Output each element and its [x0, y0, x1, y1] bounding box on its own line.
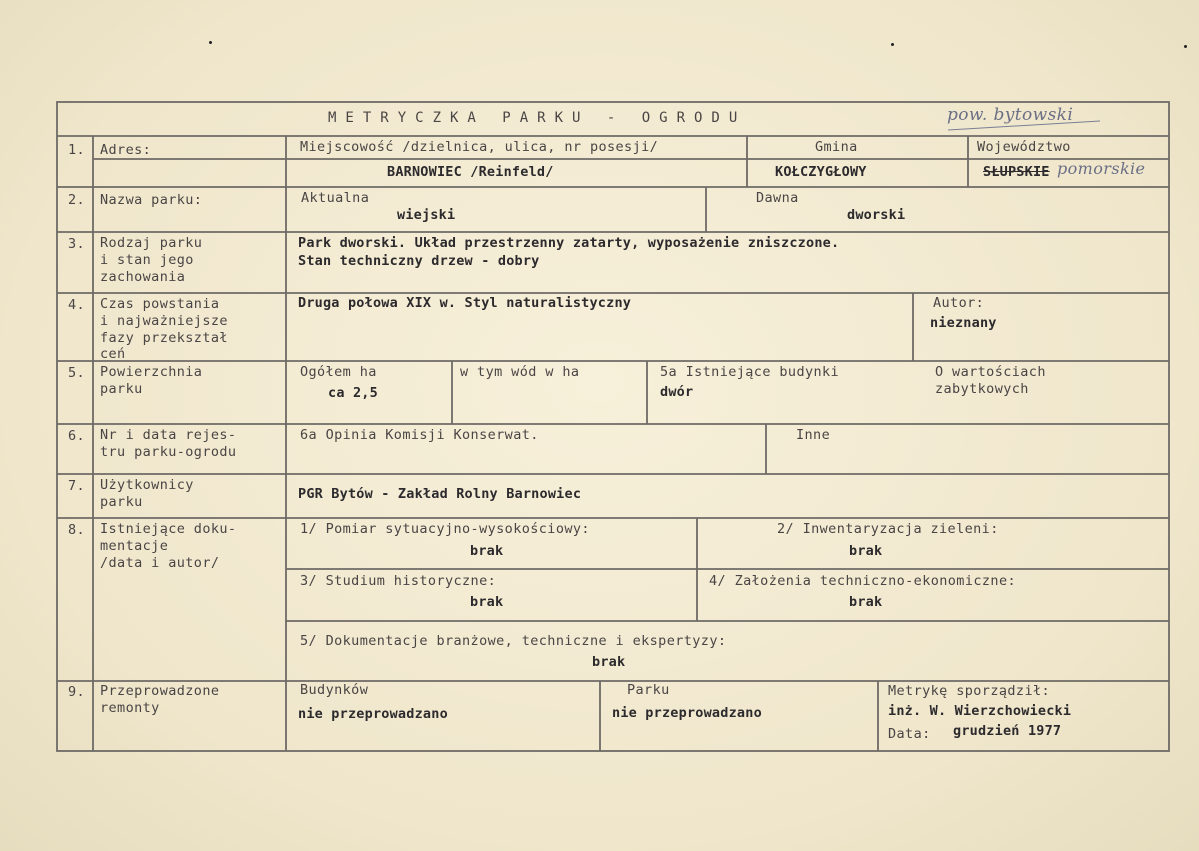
park-type-value-line: Park dworski. Układ przestrzenny zatarty, wyposażenie zniszczone.: [298, 235, 840, 251]
locality-value: BARNOWIEC /Reinfeld/: [387, 164, 554, 180]
former-name-value: dworski: [847, 207, 906, 223]
historical-study-label: 3/ Studium historyczne:: [300, 573, 497, 589]
repairs-label-line: Przeprowadzone: [100, 683, 220, 699]
row-number: 5.: [68, 365, 86, 381]
branch-documentation-label: 5/ Dokumentacje branżowe, techniczne i ekspertyzy:: [300, 633, 727, 649]
heritage-label-line: O wartościach: [935, 364, 1046, 380]
address-label: Adres:: [100, 142, 152, 158]
row-number: 7.: [68, 478, 86, 494]
survey-value: brak: [470, 543, 504, 559]
current-name-label: Aktualna: [301, 190, 370, 206]
documentation-label-line: Istniejące doku-: [100, 521, 237, 537]
gmina-label: Gmina: [815, 139, 858, 155]
documentation-label-line: mentacje: [100, 538, 169, 554]
origin-label-line: i najważniejsze: [100, 313, 228, 329]
park-type-value-line: Stan techniczny drzew - dobry: [298, 253, 540, 269]
prepared-by-value: inż. W. Wierzchowiecki: [888, 703, 1072, 719]
users-label-line: Użytkownicy: [100, 477, 194, 493]
prepared-by-label: Metrykę sporządził:: [888, 683, 1051, 699]
existing-buildings-value: dwór: [660, 384, 694, 400]
repairs-label-line: remonty: [100, 700, 160, 716]
park-name-label: Nazwa parku:: [100, 192, 203, 208]
row-number: 4.: [68, 297, 86, 313]
registry-label-line: tru parku-ogrodu: [100, 444, 237, 460]
origin-label-line: ceń: [100, 346, 126, 362]
paper-mark: [891, 43, 894, 46]
buildings-repairs-value: nie przeprowadzano: [298, 706, 448, 722]
park-repairs-label: Parku: [627, 682, 670, 698]
row-number: 6.: [68, 428, 86, 444]
heritage-label-line: zabytkowych: [935, 381, 1029, 397]
total-area-label: Ogółem ha: [300, 364, 377, 380]
handwritten-district-note: pow. bytowski: [947, 105, 1074, 125]
origin-label-line: Czas powstania: [100, 296, 220, 312]
row-number: 1.: [68, 142, 86, 158]
author-value: nieznany: [930, 315, 997, 331]
row-number: 8.: [68, 522, 86, 538]
date-value: grudzień 1977: [953, 723, 1062, 739]
conservator-opinion-label: 6a Opinia Komisji Konserwat.: [300, 427, 539, 443]
paper-mark: [209, 41, 212, 44]
voivodeship-value: SŁUPSKIE: [983, 164, 1050, 180]
area-label-line: Powierzchnia: [100, 364, 203, 380]
other-label: Inne: [796, 427, 831, 443]
buildings-repairs-label: Budynków: [300, 682, 369, 698]
survey-label: 1/ Pomiar sytuacyjno-wysokościowy:: [300, 521, 590, 537]
locality-label: Miejscowość /dzielnica, ulica, nr posesji/: [300, 139, 659, 155]
branch-documentation-value: brak: [592, 654, 626, 670]
current-name-value: wiejski: [397, 207, 456, 223]
author-label: Autor:: [933, 295, 985, 311]
park-type-label-line: zachowania: [100, 269, 186, 285]
row-number: 3.: [68, 236, 86, 252]
area-label-line: parku: [100, 381, 143, 397]
park-type-label-line: i stan jego: [100, 252, 194, 268]
voivodeship-handwritten-correction: pomorskie: [1057, 159, 1146, 178]
documentation-label-line: /data i autor/: [100, 555, 220, 571]
historical-study-value: brak: [470, 594, 504, 610]
technical-assumptions-value: brak: [849, 594, 883, 610]
users-value: PGR Bytów - Zakład Rolny Barnowiec: [298, 486, 582, 502]
water-area-label: w tym wód w ha: [460, 364, 580, 380]
gmina-value: KOŁCZYGŁOWY: [775, 164, 867, 180]
row-number: 9.: [68, 684, 86, 700]
park-type-label-line: Rodzaj parku: [100, 235, 203, 251]
registry-label-line: Nr i data rejes-: [100, 427, 237, 443]
origin-value: Druga połowa XIX w. Styl naturalistyczny: [298, 295, 632, 311]
paper-mark: [1184, 45, 1187, 48]
voivodeship-label: Województwo: [977, 139, 1071, 155]
total-area-value: ca 2,5: [328, 385, 378, 401]
greenery-inventory-label: 2/ Inwentaryzacja zieleni:: [777, 521, 999, 537]
origin-label-line: fazy przekształ: [100, 330, 228, 346]
users-label-line: parku: [100, 494, 143, 510]
greenery-inventory-value: brak: [849, 543, 883, 559]
card-title: METRYCZKA PARKU - OGRODU: [328, 110, 747, 126]
former-name-label: Dawna: [756, 190, 799, 206]
technical-assumptions-label: 4/ Założenia techniczno-ekonomiczne:: [709, 573, 1016, 589]
date-label: Data:: [888, 726, 931, 742]
existing-buildings-label: 5a Istniejące budynki: [660, 364, 840, 380]
row-number: 2.: [68, 192, 86, 208]
park-repairs-value: nie przeprowadzano: [612, 705, 762, 721]
